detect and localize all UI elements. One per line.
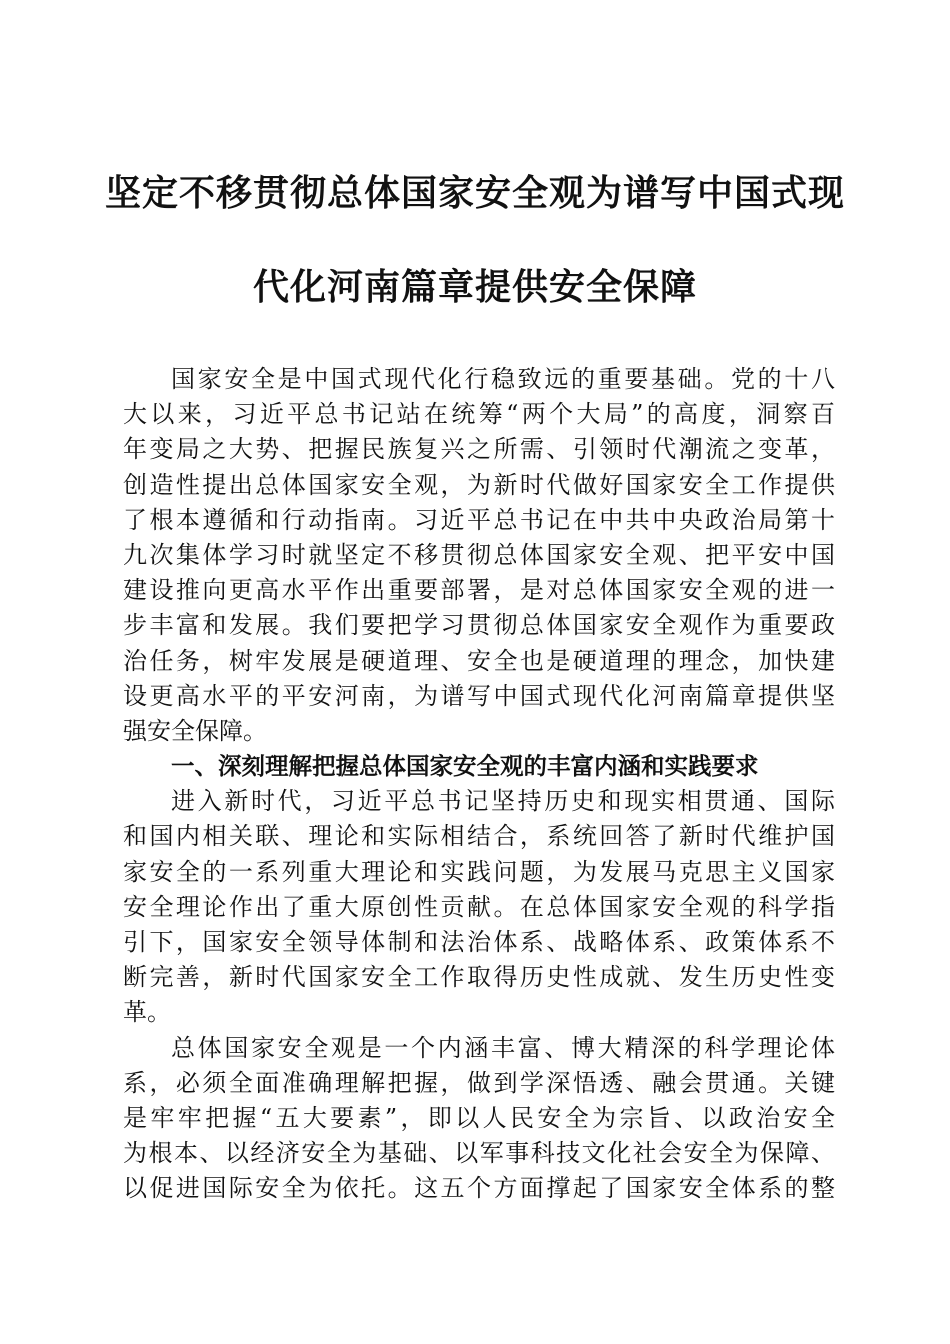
paragraph-3-line: 总体国家安全观是一个内涵丰富、博大精深的科学理论体 xyxy=(171,1033,835,1062)
paragraph-2-line: 断完善，新时代国家安全工作取得历史性成就、发生历史性变 xyxy=(123,963,835,992)
paragraph-1-line: 治任务，树牢发展是硬道理、安全也是硬道理的理念，加快建 xyxy=(123,646,835,675)
paragraph-1-line: 步丰富和发展。我们要把学习贯彻总体国家安全观作为重要政 xyxy=(123,611,835,640)
paragraph-1-line: 了根本遵循和行动指南。习近平总书记在中共中央政治局第十 xyxy=(123,505,835,534)
paragraph-3-line: 以促进国际安全为依托。这五个方面撑起了国家安全体系的整 xyxy=(123,1174,835,1203)
document-title-line-1: 坚定不移贯彻总体国家安全观为谱写中国式现 xyxy=(104,172,845,214)
paragraph-1-line: 九次集体学习时就坚定不移贯彻总体国家安全观、把平安中国 xyxy=(123,540,835,569)
document-body xyxy=(123,362,835,1207)
paragraph-1-line: 大以来，习近平总书记站在统筹“两个大局”的高度，洞察百 xyxy=(123,400,835,429)
paragraph-1-line: 创造性提出总体国家安全观，为新时代做好国家安全工作提供 xyxy=(123,470,835,499)
paragraph-2-line: 引下，国家安全领导体制和法治体系、战略体系、政策体系不 xyxy=(123,928,835,956)
section-heading: 一、深刻理解把握总体国家安全观的丰富内涵和实践要求 xyxy=(171,752,759,781)
paragraph-3-line: 是牢牢把握“五大要素”，即以人民安全为宗旨、以政治安全 xyxy=(123,1103,835,1132)
paragraph-1-line: 建设推向更高水平作出重要部署，是对总体国家安全观的进一 xyxy=(123,576,835,605)
paragraph-2-line: 和国内相关联、理论和实际相结合，系统回答了新时代维护国 xyxy=(123,822,835,851)
paragraph-1-line: 国家安全是中国式现代化行稳致远的重要基础。党的十八 xyxy=(171,365,835,393)
paragraph-1-line: 设更高水平的平安河南，为谱写中国式现代化河南篇章提供坚 xyxy=(123,681,835,710)
document-title-line-2: 代化河南篇章提供安全保障 xyxy=(252,266,697,308)
paragraph-2-line: 进入新时代，习近平总书记坚持历史和现实相贯通、国际 xyxy=(171,787,835,816)
paragraph-3-line: 系，必须全面准确理解把握，做到学深悟透、融会贯通。关键 xyxy=(123,1068,835,1097)
paragraph-2-line: 安全理论作出了重大原创性贡献。在总体国家安全观的科学指 xyxy=(123,892,835,921)
paragraph-1-line: 强安全保障。 xyxy=(123,716,267,745)
paragraph-3-line: 为根本、以经济安全为基础、以军事科技文化社会安全为保障、 xyxy=(123,1139,835,1168)
paragraph-2-line: 家安全的一系列重大理论和实践问题，为发展马克思主义国家 xyxy=(123,857,835,886)
paragraph-1-line: 年变局之大势、把握民族复兴之所需、引领时代潮流之变革， xyxy=(123,435,835,464)
paragraph-2-line: 革。 xyxy=(123,998,171,1027)
